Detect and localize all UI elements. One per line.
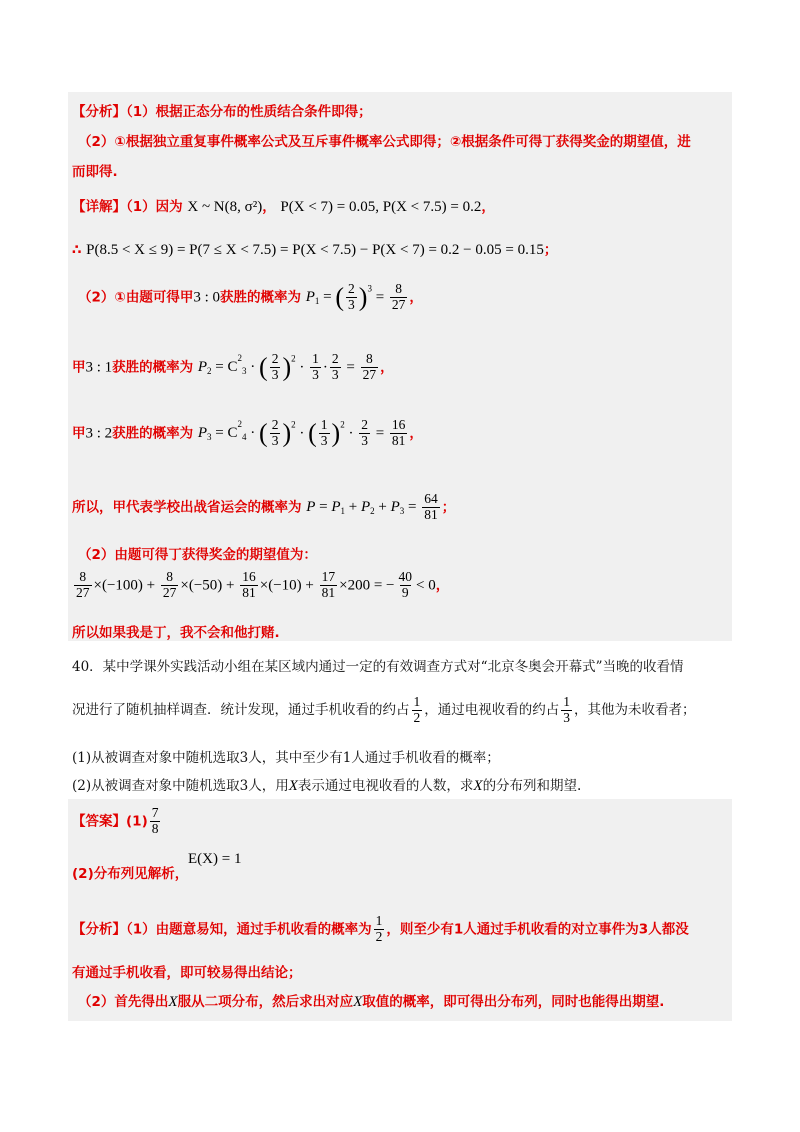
- probability-formula: P(8.5 < X ≤ 9) = P(7 ≤ X < 7.5) = P(X < 7.5) − P(X < 7) = 0.2 − 0.05 = 0.15: [86, 242, 544, 258]
- p2-line: 甲3 : 1获胜的概率为 $P_2 = C^2_3$ · ( $\frac{2}{3}$ )$^2$ · $\frac{1}{3}$ · $\frac{2}{3}$ = $\frac{8}{27}$ ，: [72, 351, 394, 382]
- problem-40-q2: (2)从被调查对象中随机选取3人，用X表示通过电视收看的人数，求X的分布列和期望.: [72, 778, 582, 794]
- p1-fraction: $\frac{8}{27}$: [391, 281, 406, 312]
- expectation-formula: $\frac{8}{27}$ ×(−100) + $\frac{8}{27}$ ×(−50) + $\frac{16}{81}$ ×(−10) + $\frac{17}{81}$ ×200 = − $\frac{40}{9}$ < 0，: [76, 569, 450, 600]
- analysis-line-2: （2）①根据独立重复事件概率公式及互斥事件概率公式即得；②根据条件可得丁获得奖金的期望值，进: [78, 134, 691, 150]
- answer-expectation: E(X) = 1: [188, 851, 242, 867]
- answer-tag: 【答案】: [72, 813, 126, 830]
- sum-line: 所以，甲代表学校出战省运会的概率为 $P = P_1 + P_2 + P_3$ = $\frac{64}{81}$ ；: [72, 491, 456, 522]
- analysis2-tag: 【分析】: [72, 921, 126, 938]
- detail-line-2: ∴ P(8.5 < X ≤ 9) = P(7 ≤ X < 7.5) = P(X < 7.5) − P(X < 7) = 0.2 − 0.05 = 0.15；: [72, 242, 558, 258]
- normal-dist-formula: X ~ N(8, σ²): [187, 199, 263, 215]
- sum-fraction: $\frac{64}{81}$: [424, 491, 438, 522]
- analysis-tag: 【分析】: [72, 104, 126, 120]
- analysis2-line-2: 有通过手机收看，即可较易得出结论；: [72, 965, 302, 981]
- answer-line-2: (2)分布列见解析，: [72, 866, 189, 882]
- problem-40-line-1: 40．某中学课外实践活动小组在某区域内通过一定的有效调查方式对“北京冬奥会开幕式”当晚的收看情: [72, 659, 684, 675]
- analysis2-line-3: （2）首先得出X服从二项分布，然后求出对应X取值的概率，即可得出分布列，同时也能得出期望.: [78, 994, 665, 1010]
- analysis-line-1: 【分析】（1）根据正态分布的性质结合条件即得；: [72, 104, 372, 120]
- given-probabilities: P(X < 7) = 0.05, P(X < 7.5) = 0.2: [280, 199, 482, 215]
- answer-fraction: $\frac{7}{8}$: [151, 805, 159, 836]
- solution-panel-bottom: [68, 799, 732, 1021]
- p3-fraction: $\frac{16}{81}$: [391, 417, 406, 448]
- answer-line-1: 【答案】(1) $\frac{7}{8}$: [72, 805, 159, 836]
- problem-40-line-2: 况进行了随机抽样调查．统计发现，通过手机收看的约占 $\frac{1}{2}$ ，通过电视收看的约占 $\frac{1}{3}$ ，其他为未收看者；: [72, 694, 696, 725]
- p2-fraction: $\frac{8}{27}$: [362, 351, 377, 382]
- analysis-line-3: 而即得.: [72, 164, 118, 180]
- expectation-intro: （2）由题可得丁获得奖金的期望值为：: [78, 547, 317, 563]
- p3-line: 甲3 : 2获胜的概率为 $P_3 = C^2_4$ · ( $\frac{2}{3}$ )$^2$ · ( $\frac{1}{3}$ )$^2$ · $\frac{2}{3}$ = $\frac{16}{81}$ ，: [72, 417, 423, 448]
- analysis2-line-1: 【分析】（1）由题意易知，通过手机收看的概率为 $\frac{1}{2}$ ，则至少有1人通过手机收看的对立事件为3人都没: [72, 913, 689, 944]
- problem-40-q1: (1)从被调查对象中随机选取3人，其中至少有1人通过手机收看的概率；: [72, 750, 500, 766]
- detail-tag: 【详解】: [72, 199, 126, 215]
- detail-line-1: 【详解】（1）因为 X ~ N(8, σ²)， P(X < 7) = 0.05, P(X < 7.5) = 0.2，: [72, 199, 495, 215]
- conclusion: 所以如果我是丁，我不会和他打赌.: [72, 625, 280, 641]
- p1-line: （2）①由题可得甲3 : 0获胜的概率为 $P_1$ = ( $\frac{2}{3}$ )$^3$ = $\frac{8}{27}$ ，: [78, 281, 423, 312]
